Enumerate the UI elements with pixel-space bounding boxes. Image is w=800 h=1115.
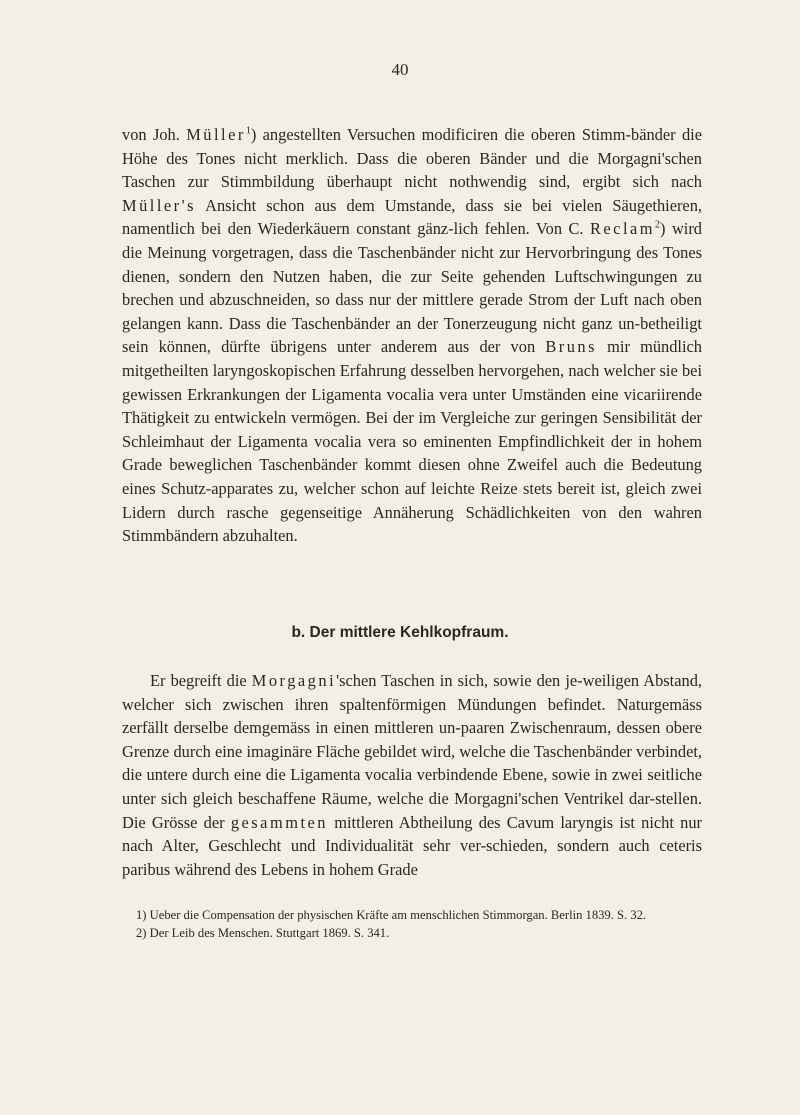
author-name-bruns: Bruns [545, 337, 597, 357]
text-run: Ansicht schon aus dem Umstande, dass sie bei vielen Säugethieren, namentlich bei den Wiederkäuern constant gänz-lich fehlen. Von C. [122, 195, 702, 239]
footnote-1: 1) Ueber die Compensation der physischen Kräfte am menschlichen Stimmorgan. Berlin 1839. S. 32. [136, 908, 647, 922]
body-paragraph-1 [122, 123, 702, 548]
footnote-ref-1: 1 [245, 125, 251, 137]
text-run: ) wird die Meinung vorgetragen, dass die Taschenbänder nicht zur Hervorbringung des Tones dienen, sondern den Nutzen haben, die zur Seite gehenden Luftschwingungen zu brechen und abzuschneiden, so dass nur der mittlere gerade Strom der Luft nach oben gelangen kann. Dass die Taschenbänder an der Tonerzeugung nicht ganz un-betheiligt sein können, dürfte übrigens unter anderem aus der von [122, 219, 702, 357]
author-name-muller: Müller [186, 125, 246, 144]
footnote-ref-2: 2 [655, 219, 661, 231]
text-run: mir mündlich mitgetheilten laryngoskopischen Erfahrung desselben hervorgehen, nach welcher sie bei gewissen Erkrankungen der Ligamenta vocalia vera unter Umständen eine vicariirende Thätigkeit zu entwickeln vermögen. Bei der im Vergleiche zur geringen Sensibilität der Schleimhaut der Ligamenta vocalia vera so eminenten Empfindlichkeit der in hohem Grade beweglichen Taschenbänder kommt diesen ohne Zweifel auch die Bedeutung eines Schutz-apparates zu, welcher schon auf leichte Reize stets bereit ist, gleich zwei Lidern durch rasche gegenseitige Annäherung Schädlichkeiten von den wahren Stimmbändern abzuhalten. [122, 337, 702, 546]
footnotes [122, 907, 702, 942]
author-name-reclam: Reclam [589, 219, 656, 239]
section-heading: b. Der mittlere Kehlkopfraum. [291, 624, 509, 641]
author-name-muller: Müller's [122, 195, 196, 215]
body-paragraph-2 [122, 669, 702, 881]
text-run: Er begreift die [150, 671, 252, 690]
page-number: 40 [391, 60, 409, 79]
text-run: 'schen Taschen in sich, sowie den je-weiligen Abstand, welcher sich zwischen ihren spaltenförmigen Mündungen befindet. Naturgemäss zerfällt derselbe demgemäss in einen mittleren un-paaren Zwischenraum, dessen obere Grenze durch eine imaginäre Fläche gebildet wird, welche die Taschenbänder verbindet, die untere durch eine die Ligamenta vocalia verbindende Ebene, sowie in zwei seitliche unter sich gleich beschaffene Räume, welche die Morgagni'schen Ventrikel dar-stellen. Die Grösse der [122, 671, 702, 832]
author-name-morgagni: Morgagni [251, 671, 337, 690]
emphasis-gesammten: gesammten [230, 812, 328, 832]
text-run: von Joh. [122, 125, 187, 144]
text-run: mittleren Abtheilung des Cavum laryngis ist nicht nur nach Alter, Geschlecht und Individualität sehr ver-schieden, sondern auch ceteris paribus während des Lebens in hohem Grade [122, 812, 702, 879]
text-run: ) angestellten Versuchen modificiren die oberen Stimm-bänder die Höhe des Tones nicht merklich. Dass die oberen Bänder und die Morgagni'schen Taschen zur Stimmbildung überhaupt nicht nothwendig sind, ergibt sich nach [122, 125, 702, 192]
footnote-2: 2) Der Leib des Menschen. Stuttgart 1869. S. 341. [136, 925, 390, 940]
